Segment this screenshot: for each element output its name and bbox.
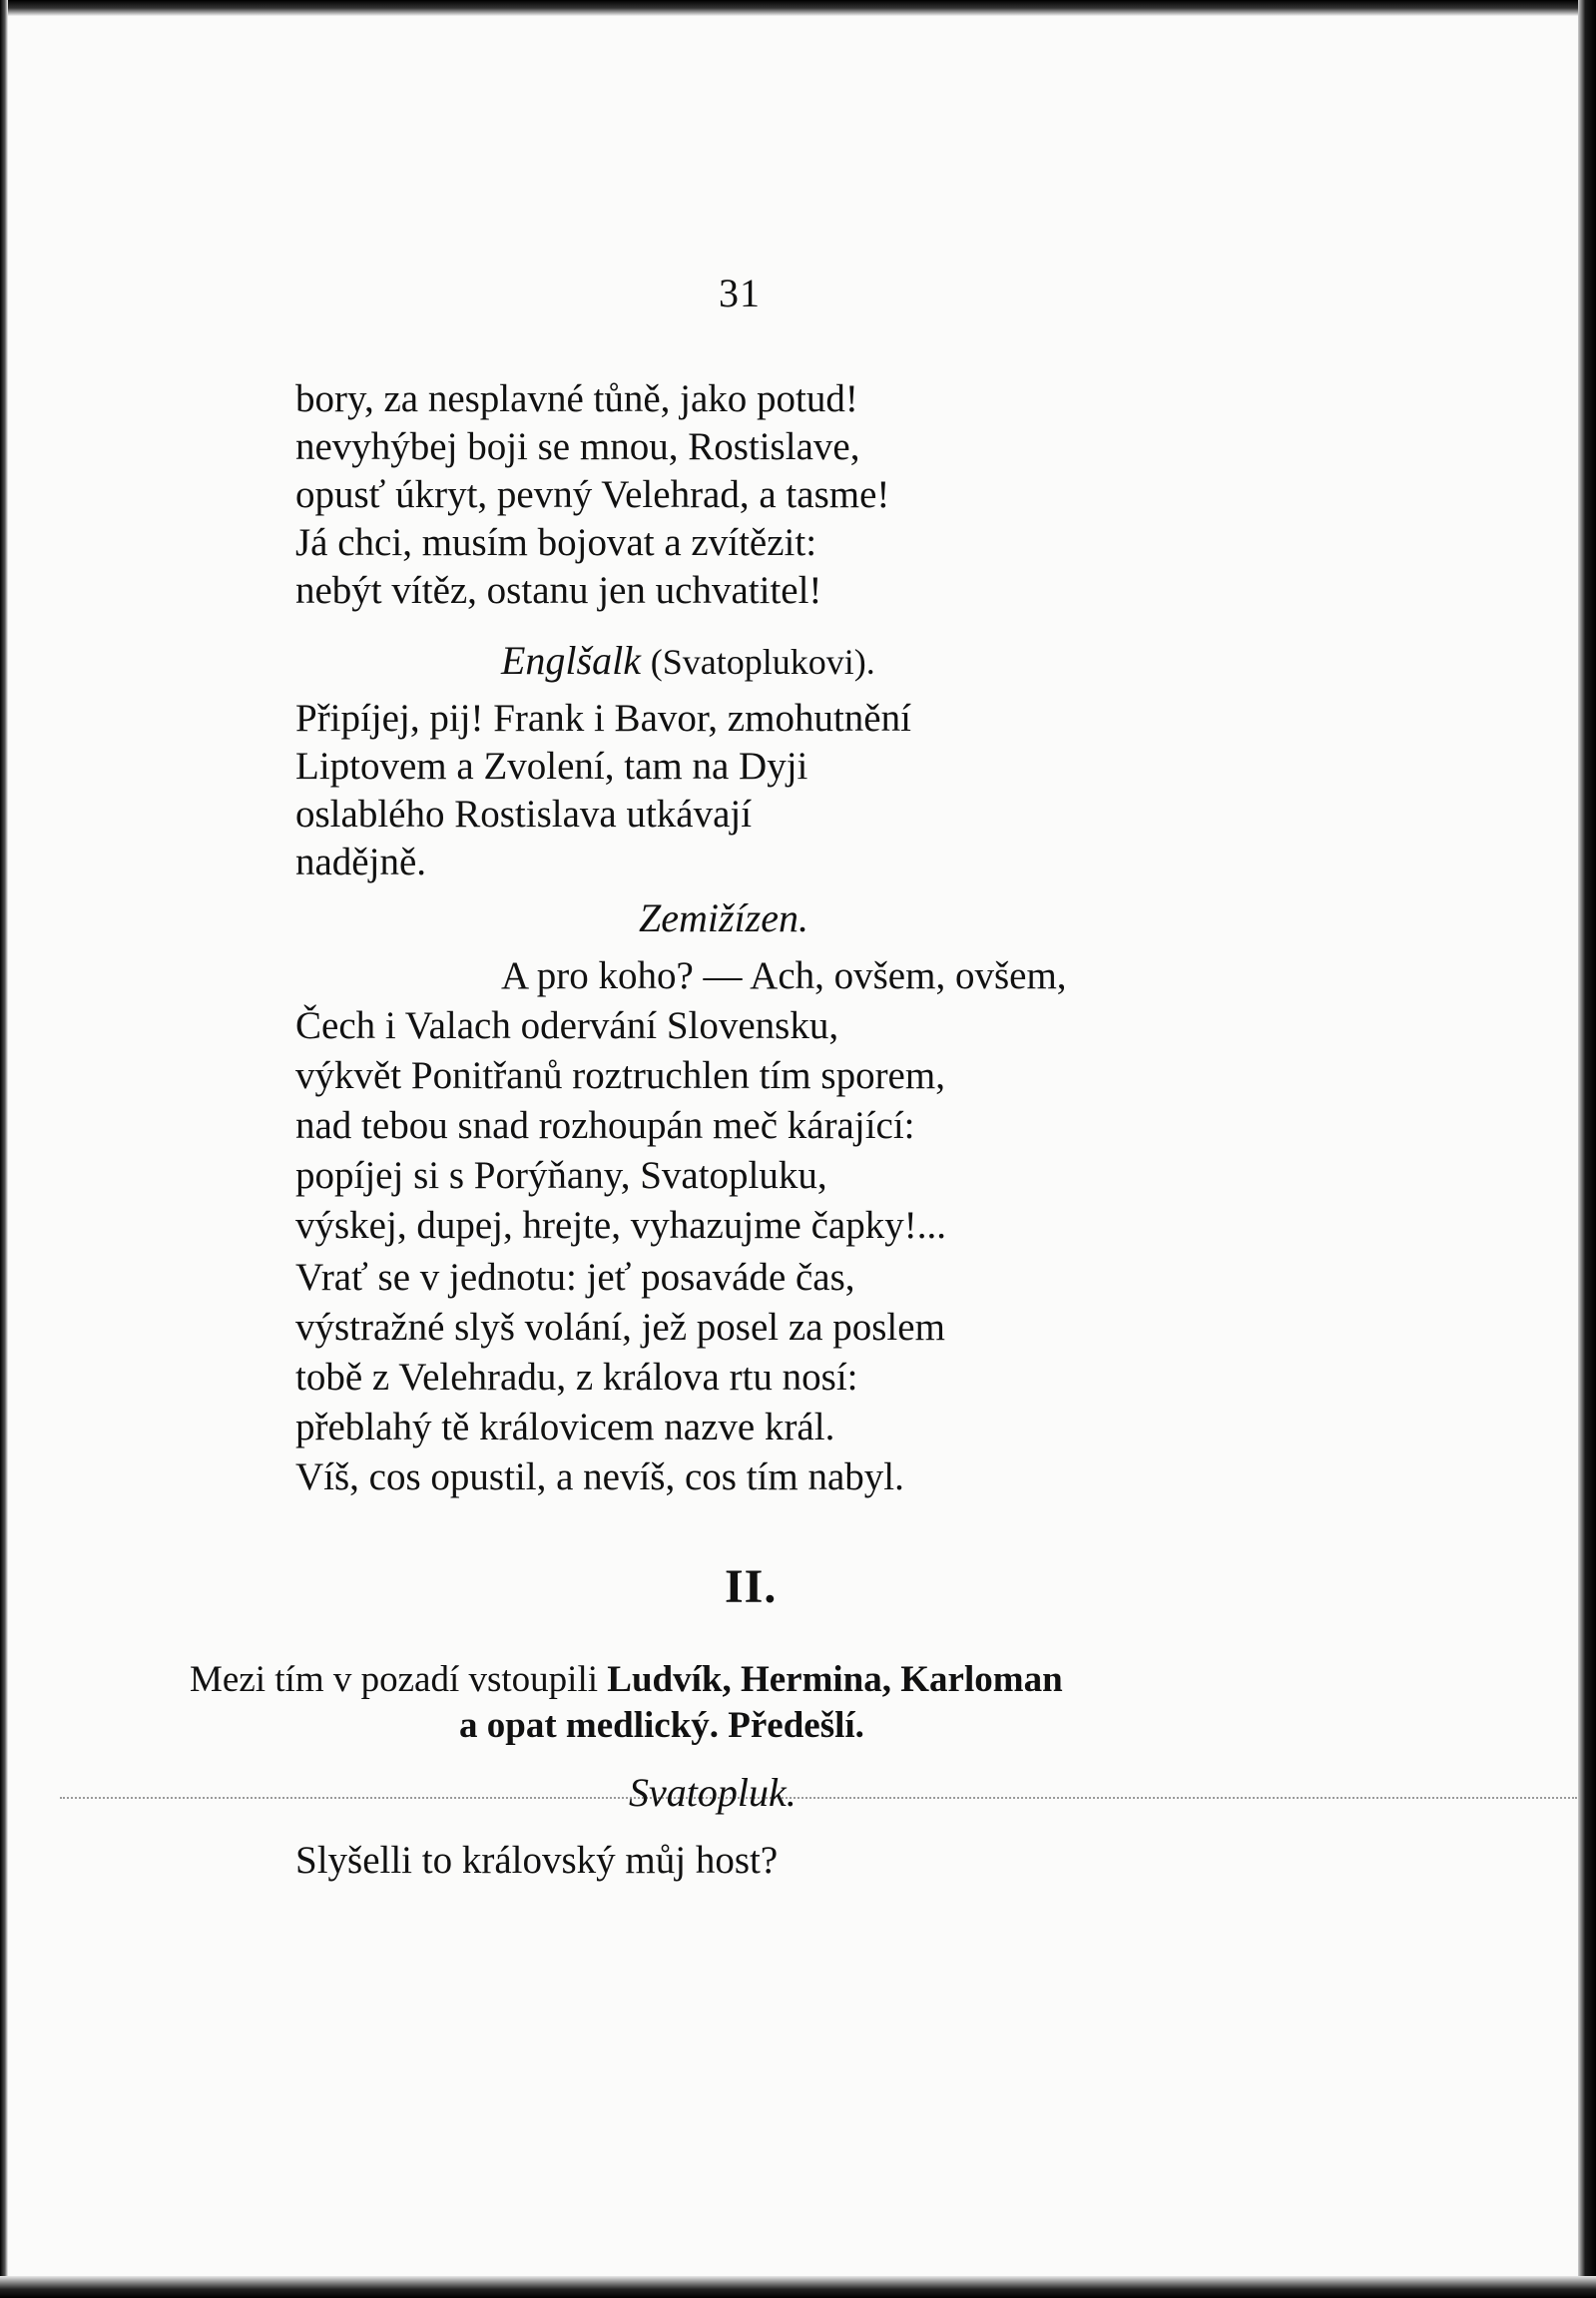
- speaker-englsalk: [501, 637, 875, 686]
- page-number: 31: [719, 271, 761, 315]
- stage-direction-line1: [190, 1657, 1063, 1703]
- verse-line: Slyšelli to královský můj host?: [295, 1839, 779, 1882]
- speaker-direction: (Svatoplukovi).: [650, 642, 875, 682]
- speaker-name: Englšalk: [501, 638, 641, 683]
- verse-line: Já chci, musím bojovat a zvítězit:: [295, 521, 817, 564]
- scene-heading: II.: [725, 1560, 778, 1613]
- verse-line: A pro koho? — Ach, ovšem, ovšem,: [501, 954, 1067, 997]
- stage-direction-line2: [459, 1703, 864, 1749]
- verse-line: nevyhýbej boji se mnou, Rostislave,: [295, 425, 860, 468]
- verse-line: oslablého Rostislava utkávají: [295, 793, 753, 836]
- verse-line: výstražné slyš volání, jež posel za poslem: [295, 1306, 945, 1349]
- scan-edge-right: [1578, 0, 1596, 2298]
- verse-line: přeblahý tě královicem nazve král.: [295, 1406, 835, 1448]
- stage-direction-prefix: a: [459, 1705, 478, 1746]
- stage-direction-names: Ludvík, Hermina, Karloman: [607, 1659, 1063, 1700]
- verse-line: nebýt vítěz, ostanu jen uchvatitel!: [295, 569, 822, 612]
- verse-line: Víš, cos opustil, a nevíš, cos tím nabyl.: [295, 1455, 904, 1498]
- speaker-name: Zemižízen.: [639, 895, 808, 940]
- verse-line: Vrať se v jednotu: jeť posaváde čas,: [295, 1256, 855, 1299]
- scan-edge-bottom: [0, 2276, 1596, 2298]
- stage-direction-rest: opat medlický. Předešlí.: [486, 1705, 864, 1746]
- verse-line: Čech i Valach odervání Slovensku,: [295, 1004, 839, 1047]
- verse-line: nad tebou snad rozhoupán meč kárající:: [295, 1104, 915, 1147]
- speaker-name: Svatopluk.: [629, 1770, 797, 1815]
- verse-line: tobě z Velehradu, z králova rtu nosí:: [295, 1356, 858, 1399]
- verse-line: výkvět Ponitřanů roztruchlen tím sporem,: [295, 1054, 945, 1097]
- scan-edge-left: [0, 0, 8, 2298]
- verse-line: Připíjej, pij! Frank i Bavor, zmohutnění: [295, 697, 911, 740]
- speaker-zemizizen: [639, 894, 808, 943]
- verse-line: popíjej si s Porýňany, Svatopluku,: [295, 1154, 827, 1197]
- speaker-svatopluk: [629, 1769, 797, 1818]
- scan-artifact-rule: [60, 1797, 1577, 1800]
- scan-edge-top: [0, 0, 1596, 16]
- verse-line: Liptovem a Zvolení, tam na Dyji: [295, 745, 808, 788]
- verse-line: bory, za nesplavné tůně, jako potud!: [295, 377, 858, 420]
- verse-line: opusť úkryt, pevný Velehrad, a tasme!: [295, 473, 890, 516]
- verse-line: nadějně.: [295, 841, 427, 883]
- stage-direction-lead: Mezi tím v pozadí vstoupili: [190, 1659, 599, 1700]
- verse-line: výskej, dupej, hrejte, vyhazujme čapky!...: [295, 1204, 946, 1247]
